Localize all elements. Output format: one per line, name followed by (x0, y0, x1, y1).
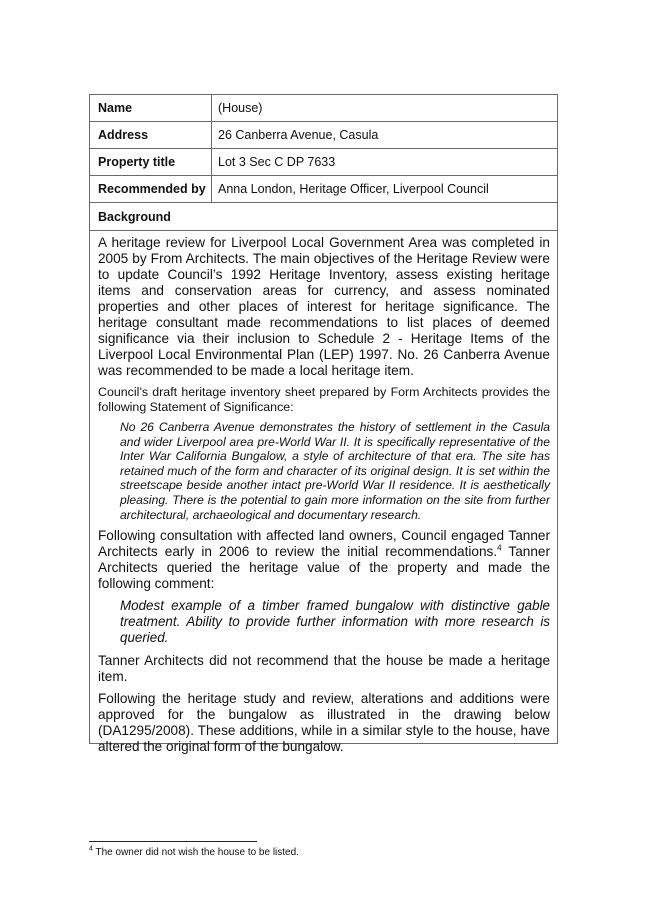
row-value: (House) (218, 101, 263, 115)
background-paragraph-4: Tanner Architects did not recommend that the house be made a heritage item. (98, 653, 550, 685)
footnote (89, 847, 299, 859)
table-row-address (90, 122, 557, 149)
heritage-item-table (89, 94, 558, 755)
tanner-architects-quote: Modest example of a timber framed bungalow with distinctive gable treatment. Ability to provide further information with more research is queried. (120, 598, 550, 646)
row-label: Property title (90, 149, 212, 175)
paragraph-3-continuation: Tanner Architects queried the heritage value of the property and made the following comment: (98, 544, 550, 592)
table-row-name (90, 95, 557, 122)
footnote-divider (89, 841, 257, 842)
table-row-recommended-by (90, 176, 557, 203)
background-paragraph-1: A heritage review for Liverpool Local Government Area was completed in 2005 by From Architects. The main objectives of the Heritage Review were to update Council’s 1992 Heritage Inventory, assess existing heritage items and conservation areas for currency, and assess nominated properties and other places of interest for heritage significance. The heritage consultant made recommendations to list places of deemed significance via their inclusion to Schedule 2 - Heritage Items of the Liverpool Local Environmental Plan (LEP) 1997. No. 26 Canberra Avenue was recommended to be made a local heritage item. (98, 235, 550, 378)
row-label: Address (90, 122, 212, 148)
background-heading: Background (90, 203, 557, 231)
row-value: Anna London, Heritage Officer, Liverpool Council (218, 182, 489, 196)
row-label: Recommended by (90, 176, 212, 202)
footnote-number: 4 (89, 845, 93, 853)
footnote-text: The owner did not wish the house to be listed. (92, 847, 299, 858)
background-paragraph-2: Council’s draft heritage inventory sheet prepared by Form Architects provides the following Statement of Significance: (98, 385, 550, 414)
table-row-property-title (90, 149, 557, 176)
background-paragraph-5: Following the heritage study and review, alterations and additions were approved for the bungalow as illustrated in the drawing below (DA1295/2008). These additions, while in a similar style to the house, have altered the original form of the bungalow. (98, 691, 550, 755)
row-value: Lot 3 Sec C DP 7633 (218, 155, 336, 169)
background-body (90, 231, 557, 755)
footnote-reference: 4 (497, 543, 502, 553)
row-label: Name (90, 95, 212, 121)
background-paragraph-3 (98, 528, 550, 592)
row-value: 26 Canberra Avenue, Casula (218, 128, 379, 142)
statement-of-significance-quote: No 26 Canberra Avenue demonstrates the history of settlement in the Casula and wider Liverpool area pre-World War II. It is specifically representative of the Inter War California Bungalow, a style of architecture of that era. The site has retained much of the form and character of its original design. It is set within the streetscape beside another intact pre-World War II residence. It is aesthetically pleasing. There is the potential to gain more information on the site from further architectural, archaeological and documentary research. (120, 420, 550, 522)
paragraph-3-text: Following consultation with affected land owners, Council engaged Tanner Architects early in 2006 to review the initial recommendations. (98, 528, 550, 560)
